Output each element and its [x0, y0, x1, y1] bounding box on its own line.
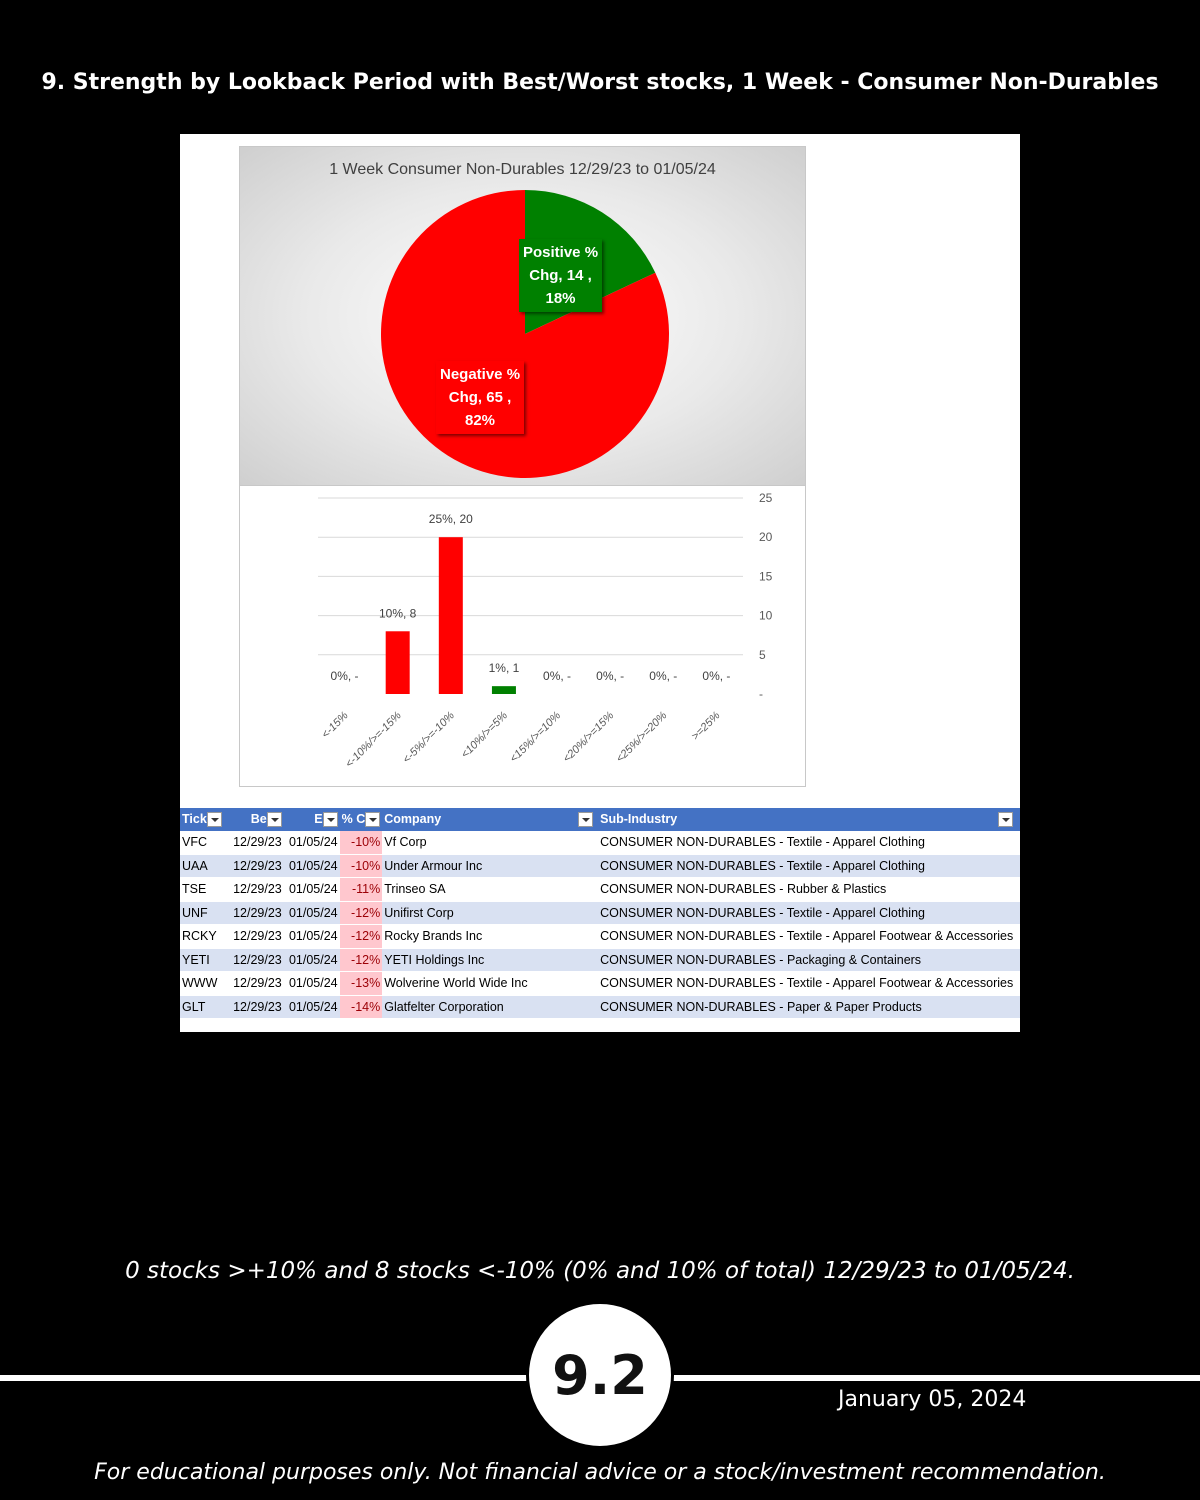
pie-chart-canvas [240, 147, 807, 487]
filter-dropdown-icon[interactable] [365, 812, 380, 827]
header-company[interactable]: Company [382, 808, 598, 831]
filter-dropdown-icon[interactable] [578, 812, 593, 827]
table-row[interactable] [180, 995, 1020, 1019]
cell-begin-date: 12/29/23 [226, 948, 284, 972]
cell-pct-change: -12% [340, 925, 383, 949]
y-tick-label: 5 [759, 647, 766, 662]
y-tick-label: 15 [759, 569, 773, 584]
x-category-label: <15%/>=10% [507, 709, 564, 766]
cell-sub-industry: CONSUMER NON-DURABLES - Textile - Apparel Clothing [598, 831, 1020, 854]
bar-data-label: 0%, - [330, 669, 359, 683]
table-header-row [180, 808, 1020, 831]
bar [492, 686, 516, 694]
cell-company: Trinseo SA [382, 878, 598, 902]
y-tick-label: 20 [759, 530, 773, 545]
report-panel [180, 134, 1020, 1032]
table-row[interactable] [180, 878, 1020, 902]
header-pct-change[interactable]: % C [340, 808, 383, 831]
cell-company: Glatfelter Corporation [382, 995, 598, 1019]
cell-pct-change: -12% [340, 948, 383, 972]
x-category-label: <-10%/>=-15% [343, 709, 404, 771]
cell-pct-change: -10% [340, 831, 383, 854]
cell-begin-date: 12/29/23 [226, 831, 284, 854]
filter-dropdown-icon[interactable] [267, 812, 282, 827]
bar-data-label: 0%, - [543, 669, 572, 683]
table-row[interactable] [180, 831, 1020, 854]
page-number-badge: 9.2 [526, 1301, 674, 1449]
cell-end-date: 01/05/24 [284, 901, 340, 925]
pie-label-line: Chg, 14 , [529, 267, 592, 284]
worst-stocks-table [180, 808, 1020, 1019]
cell-end-date: 01/05/24 [284, 878, 340, 902]
cell-begin-date: 12/29/23 [226, 995, 284, 1019]
cell-end-date: 01/05/24 [284, 972, 340, 996]
cell-begin-date: 12/29/23 [226, 901, 284, 925]
cell-sub-industry: CONSUMER NON-DURABLES - Rubber & Plastics [598, 878, 1020, 902]
pie-label-line: 18% [545, 290, 576, 307]
cell-begin-date: 12/29/23 [226, 972, 284, 996]
table-row[interactable] [180, 948, 1020, 972]
pie-chart-title: 1 Week Consumer Non-Durables 12/29/23 to 01/05/24 [329, 161, 716, 178]
header-begin-date[interactable]: Be [226, 808, 284, 831]
cell-ticker: WWW [180, 972, 226, 996]
cell-sub-industry: CONSUMER NON-DURABLES - Paper & Paper Products [598, 995, 1020, 1019]
cell-company: Rocky Brands Inc [382, 925, 598, 949]
cell-sub-industry: CONSUMER NON-DURABLES - Packaging & Containers [598, 948, 1020, 972]
pie-label-line: 82% [465, 412, 496, 429]
cell-ticker: VFC [180, 831, 226, 854]
cell-end-date: 01/05/24 [284, 854, 340, 878]
cell-company: Vf Corp [382, 831, 598, 854]
cell-end-date: 01/05/24 [284, 948, 340, 972]
bar-data-label: 0%, - [649, 669, 678, 683]
x-category-label: <20%/>=15% [560, 709, 617, 766]
table-row[interactable] [180, 854, 1020, 878]
table-row[interactable] [180, 972, 1020, 996]
cell-company: Unifirst Corp [382, 901, 598, 925]
pie-label-negative [436, 361, 524, 434]
filter-dropdown-icon[interactable] [998, 812, 1013, 827]
pie-label-positive [519, 239, 602, 312]
bar-chart-canvas [240, 486, 807, 787]
table-row[interactable] [180, 901, 1020, 925]
cell-sub-industry: CONSUMER NON-DURABLES - Textile - Apparel Footwear & Accessories [598, 972, 1020, 996]
bar-chart [239, 486, 806, 787]
cell-sub-industry: CONSUMER NON-DURABLES - Textile - Apparel Footwear & Accessories [598, 925, 1020, 949]
cell-begin-date: 12/29/23 [226, 878, 284, 902]
cell-sub-industry: CONSUMER NON-DURABLES - Textile - Apparel Clothing [598, 854, 1020, 878]
x-category-label: <25%/>=20% [614, 709, 670, 766]
cell-ticker: UNF [180, 901, 226, 925]
bar-data-label: 0%, - [702, 669, 731, 683]
cell-begin-date: 12/29/23 [226, 925, 284, 949]
pie-label-line: Chg, 65 , [448, 389, 512, 406]
cell-pct-change: -13% [340, 972, 383, 996]
y-tick-label: 10 [759, 608, 773, 623]
bar-data-label: 25%, 20 [428, 512, 473, 527]
cell-pct-change: -12% [340, 901, 383, 925]
cell-sub-industry: CONSUMER NON-DURABLES - Textile - Apparel Clothing [598, 901, 1020, 925]
cell-company: Under Armour Inc [382, 854, 598, 878]
cell-ticker: RCKY [180, 925, 226, 949]
x-category-label: <-5%/>=-10% [400, 709, 457, 766]
cell-ticker: YETI [180, 948, 226, 972]
page-title: 9. Strength by Lookback Period with Best/Worst stocks, 1 Week - Consumer Non-Durables [41, 70, 1159, 95]
disclaimer: For educational purposes only. Not financial advice or a stock/investment recommendation. [94, 1460, 1106, 1485]
bar-data-label: 1%, 1 [488, 661, 520, 676]
cell-ticker: TSE [180, 878, 226, 902]
bar [439, 537, 463, 694]
cell-ticker: GLT [180, 995, 226, 1019]
pie-label-line: Positive % [523, 244, 599, 261]
cell-company: Wolverine World Wide Inc [382, 972, 598, 996]
y-tick-label: 25 [759, 491, 773, 505]
cell-pct-change: -11% [340, 878, 383, 902]
x-category-label: <10%/>=5% [458, 709, 511, 761]
cell-end-date: 01/05/24 [284, 925, 340, 949]
header-sub-industry[interactable]: Sub-Industry [598, 808, 1020, 831]
header-ticker[interactable]: Tick [180, 808, 226, 831]
filter-dropdown-icon[interactable] [323, 812, 338, 827]
cell-pct-change: -10% [340, 854, 383, 878]
pie-label-line: Negative % [440, 366, 521, 383]
cell-end-date: 01/05/24 [284, 831, 340, 854]
cell-company: YETI Holdings Inc [382, 948, 598, 972]
table-row[interactable] [180, 925, 1020, 949]
x-category-label: <-15% [319, 709, 351, 741]
y-tick-label: - [759, 687, 763, 701]
cell-end-date: 01/05/24 [284, 995, 340, 1019]
pie-chart [239, 146, 806, 486]
bar [386, 631, 410, 694]
bar-data-label: 0%, - [596, 669, 625, 683]
cell-pct-change: -14% [340, 995, 383, 1019]
x-category-label: >=25% [689, 709, 723, 743]
summary-caption: 0 stocks >+10% and 8 stocks <-10% (0% and 10% of total) 12/29/23 to 01/05/24. [125, 1258, 1075, 1284]
filter-dropdown-icon[interactable] [207, 812, 222, 827]
bar-data-label: 10%, 8 [379, 606, 417, 621]
cell-ticker: UAA [180, 854, 226, 878]
header-end-date[interactable]: E [284, 808, 340, 831]
report-date: January 05, 2024 [838, 1387, 1027, 1412]
cell-begin-date: 12/29/23 [226, 854, 284, 878]
